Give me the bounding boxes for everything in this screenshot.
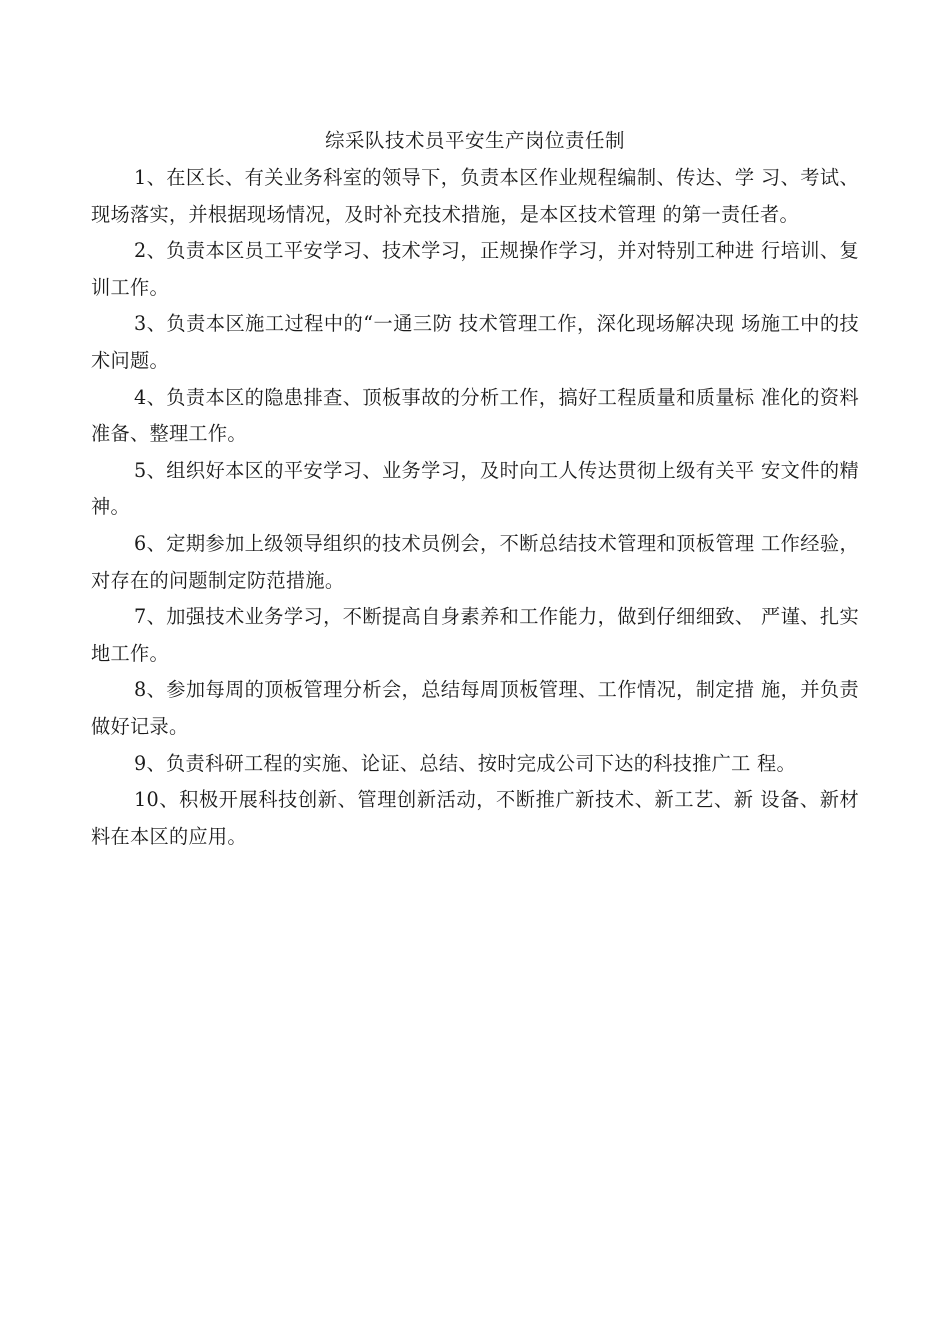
paragraph-5: 5、组织好本区的平安学习、业务学习，及时向工人传达贯彻上级有关平 安文件的精神。 [91,458,859,519]
paragraph-1: 1、在区长、有关业务科室的领导下，负责本区作业规程编制、传达、学 习、考试、现场落实，并根据现场情况，及时补充技术措施，是本区技术管理 的第一责任者。 [91,166,859,226]
document-body [91,160,859,855]
paragraph-6: 6、定期参加上级领导组织的技术员例会，不断总结技术管理和顶板管理 工作经验，对存在的问题制定防范措施。 [91,531,859,592]
paragraph-2: 2、负责本区员工平安学习、技术学习，正规操作学习，并对特别工种进 行培训、复训工作。 [91,239,859,299]
paragraph-4: 4、负责本区的隐患排查、顶板事故的分析工作，搞好工程质量和质量标 准化的资料准备、整理工作。 [91,385,859,446]
paragraph-7: 7、加强技术业务学习，不断提高自身素养和工作能力，做到仔细细致、 严谨、扎实地工作。 [91,605,859,665]
paragraph-3: 3、负责本区施工过程中的“一通三防 技术管理工作，深化现场解决现 场施工中的技术问题。 [91,312,859,372]
paragraph-8: 8、参加每周的顶板管理分析会，总结每周顶板管理、工作情况，制定措 施，并负责做好记录。 [91,678,859,738]
document-title: 综采队技术员平安生产岗位责任制 [324,129,625,152]
paragraph-10: 10、积极开展科技创新、管理创新活动，不断推广新技术、新工艺、新 设备、新材料在本区的应用。 [91,788,859,848]
paragraph-9: 9、负责科研工程的实施、论证、总结、按时完成公司下达的科技推广工 程。 [134,751,796,775]
